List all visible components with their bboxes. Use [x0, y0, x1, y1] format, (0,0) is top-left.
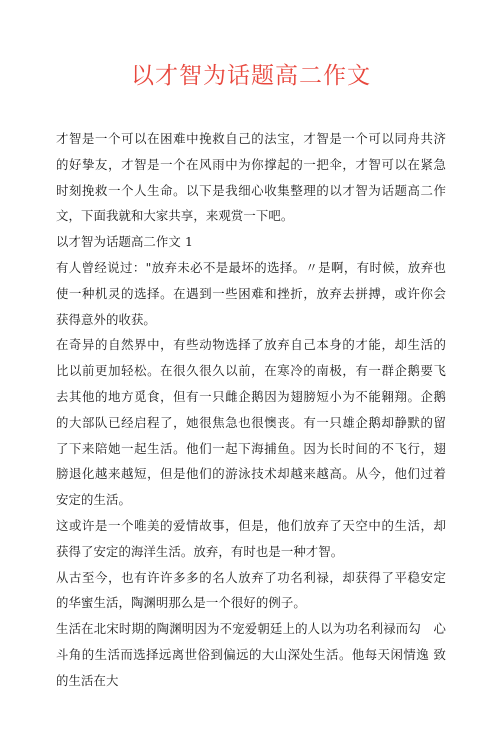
paragraph: 这或许是一个唯美的爱情故事，但是，他们放弃了天空中的生活，却 获得了安定的海洋生活。放弃，有时也是一种才智。	[56, 517, 446, 559]
document-title: 以才智为话题高二作文	[131, 63, 371, 89]
paragraph: 有人曾经说过："放弃未必不是最坏的选择。〃是啊，有时候，放弃也 使一种机灵的选择。在遇到一些困难和挫折，放弃去拼搏，或许你会 获得意外的收获。	[56, 259, 446, 327]
document-page	[56, 0, 446, 694]
document-body	[56, 126, 446, 694]
paragraph-intro: 才智是一个可以在困难中挽救自己的法宝，才智是一个可以同舟共济 的好挚友，才智是一个在风雨中为你撑起的一把伞，才智可以在紧急 时刻挽救一个人生命。以下是我细心收集整理的以才智为话题高二作 文，下面我就和大家共享，来观赏一下吧。	[56, 131, 446, 224]
paragraph: 在奇异的自然界中，有些动物选择了放弃自己本身的才能，却生活的 比以前更加轻松。在很久很久以前，在寒冷的南极，有一群企鹅要飞 去其他的地方觅食，但有一只雌企鹅因为翅膀短小为不能翱翔。企鹅 的大部队已经启程了，她很焦急也很懊丧。有一只雄企鹅却静默的留 了下来陪她一起生活。他们一起下海捕鱼。因为长时间的不飞行，翅 膀退化越来越短，但是他们的游泳技术却越来越高。从今，他们过着 安定的生活。	[56, 337, 446, 508]
paragraph: 生活在北宋时期的陶渊明因为不宠爱朝廷上的人以为功名利禄而勾 心斗角的生活而选择远离世俗到偏远的大山深处生活。他每天闲情逸 致的生活在大	[56, 621, 446, 688]
paragraph: 从古至今，也有许许多多的名人放弃了功名利禄，却获得了平稳安定 的华蜜生活，陶渊明那么是一个很好的例子。	[56, 569, 446, 611]
section-heading: 以才智为话题高二作文 1	[56, 234, 193, 250]
